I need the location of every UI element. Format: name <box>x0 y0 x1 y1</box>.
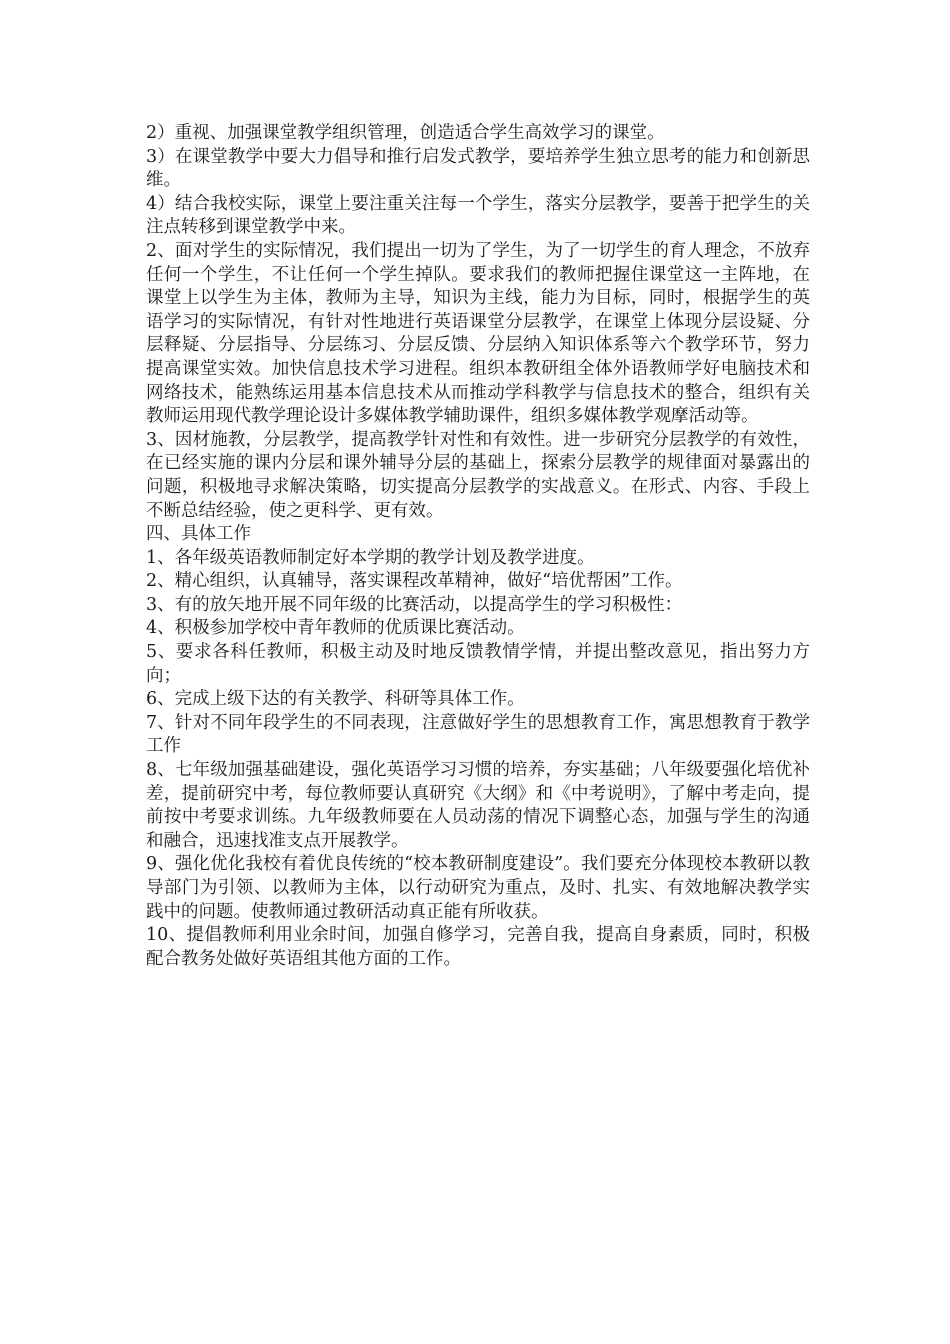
section-heading-specific-work: 四、具体工作 <box>146 524 251 545</box>
work-item-3: 3、有的放矢地开展不同年级的比赛活动，以提高学生的学习积极性： <box>146 594 683 615</box>
paragraph-4-school-reality: 4）结合我校实际，课堂上要注重关注每一个学生，落实分层教学，要善于把学生的关注点转移到课堂教学中来。 <box>146 193 810 238</box>
paragraph-2-classroom-management: 2）重视、加强课堂教学组织管理，创造适合学生高效学习的课堂。 <box>146 123 665 143</box>
paragraph-section-3-tiered-teaching: 3、因材施教，分层教学，提高教学针对性和有效性。进一步研究分层教学的有效性，在已经实施的课内分层和课外辅导分层的基础上，探索分层教学的规律面对暴露出的问题，积极地寻求解决策略，切实提高分层教学的实战意义。在形式、内容、手段上不断总结经验，使之更科学、更有效。 <box>146 429 810 521</box>
paragraph-3-heuristic-teaching: 3）在课堂教学中要大力倡导和推行启发式教学，要培养学生独立思考的能力和创新思维。 <box>146 146 810 191</box>
document-body <box>146 122 810 971</box>
work-item-7: 7、针对不同年段学生的不同表现，注意做好学生的思想教育工作，寓思想教育于教学工作 <box>146 712 810 757</box>
work-item-4: 4、积极参加学校中青年教师的优质课比赛活动。 <box>146 618 525 639</box>
work-item-8: 8、七年级加强基础建设，强化英语学习习惯的培养，夯实基础；八年级要强化培优补差，提前研究中考，每位教师要认真研究《大纲》和《中考说明》，了解中考走向，提前按中考要求训练。九年级教师要在人员动荡的情况下调整心态，加强与学生的沟通和融合，迅速找准支点开展教学。 <box>146 760 810 851</box>
work-item-2: 2、精心组织，认真辅导，落实课程改革精神，做好“培优帮困”工作。 <box>146 571 683 592</box>
work-item-10: 10、提倡教师利用业余时间，加强自修学习，完善自我，提高自身素质，同时，积极配合教务处做好英语组其他方面的工作。 <box>146 925 810 969</box>
work-item-1: 1、各年级英语教师制定好本学期的教学计划及教学进度。 <box>146 547 595 568</box>
work-item-6: 6、完成上级下达的有关教学、科研等具体工作。 <box>146 689 525 710</box>
work-item-5: 5、要求各科任教师，积极主动及时地反馈教情学情，并提出整改意见，指出努力方向； <box>146 642 810 686</box>
paragraph-section-2-student-situation: 2、面对学生的实际情况，我们提出一切为了学生，为了一切学生的育人理念，不放弃任何一个学生，不让任何一个学生掉队。要求我们的教师把握住课堂这一主阵地，在课堂上以学生为主体，教师为主导，知识为主线，能力为目标，同时，根据学生的英语学习的实际情况，有针对性地进行英语课堂分层教学，在课堂上体现分层设疑、分层释疑、分层指导、分层练习、分层反馈、分层纳入知识体系等六个教学环节，努力提高课堂实效。加快信息技术学习进程。组织本教研组全体外语教师学好电脑技术和网络技术，能熟练运用基本信息技术从而推动学科教学与信息技术的整合，组织有关教师运用现代教学理论设计多媒体教学辅助课件，组织多媒体教学观摩活动等。 <box>146 240 810 427</box>
work-item-9: 9、强化优化我校有着优良传统的“校本教研制度建设”。我们要充分体现校本教研以教导部门为引领、以教师为主体，以行动研究为重点，及时、扎实、有效地解决教学实践中的问题。使教师通过教研活动真正能有所收获。 <box>146 854 810 922</box>
